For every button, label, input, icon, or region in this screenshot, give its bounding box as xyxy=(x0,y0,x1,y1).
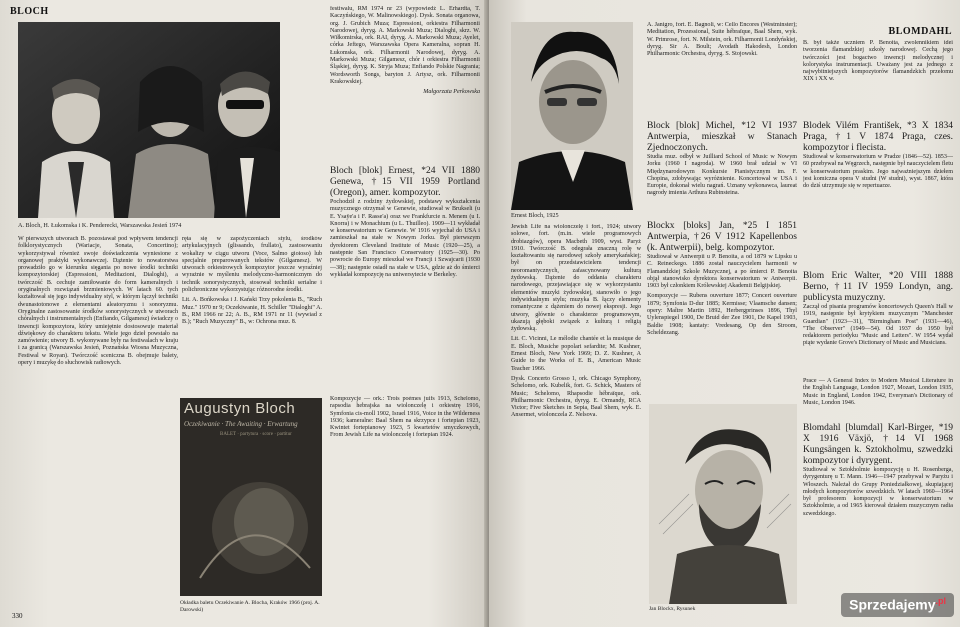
entry-text-eric-blom: Zaczął od pisania programów koncertowych Queen's Hall w 1919, następnie był krytykiem muzycznym "Manchester Guardian" (1923—31), "Birmingham Post" (1931—46), "The Observer" (1949—54). Od 1937 do 1950 był redaktorem periodyku "Music and Letters". W 1954 wydał piąte wydanie Grove's Dictionary of Music and Musicians. xyxy=(803,304,953,347)
watermark-text: Sprzedajemy xyxy=(849,597,936,613)
entry-blodek xyxy=(803,118,953,268)
photo2-caption-right: Jan Blockx, Rysunek xyxy=(649,606,696,612)
prace-text-eric-blom: Prace — A General Index to Modern Musical Literature in the English Language, London 1927, Mozart, London 1935, Music in England, London 1942, Everyman's Dictionary of Music, London 1946. xyxy=(803,378,953,406)
watermark-suffix: .pl xyxy=(935,596,946,607)
left-column-3 xyxy=(330,6,480,161)
entry-head-ernest-bloch: Bloch [blok] Ernest, *24 VII 1880 Genewa, †15 VII 1959 Portland (Oregon), amer. kompozytor. xyxy=(330,166,480,198)
komp-text-ernest-bloch: Kompozycje — ork.: Trois poèmes juifs 1913, Schelomo, rapsodia hebrajska na wiolonczelę i orkiestrę 1916, Symfonia cis-moll 1902, Israel 1916, Voice in the Wilderness 1936; kameralne: Baal Shem na skrzypce i fortepian 1923, Kwintet fortepianowy 1923, 5 kwartetów smyczkowych, From Jewish Life na wiolonczelę i fortepian 1924. xyxy=(330,396,480,439)
photo-ernest-bloch xyxy=(511,22,633,210)
right-col1-paragraph: Jewish Life na wiolonczelę i fort., 1924; utwory solowe, fort. (m.in. wiele programowych drobiazgów), opera Macbeth 1909, wyst. Paryż 1910. Twórczość B. odegrała znaczną rolę w kształtowaniu się narodowej szkoły amerykańskiej; był on przedstawicielem tendencji neoromantycznych, zafascynowany kulturą żydowską. Dążenie do oddania charakteru narodowego, przejawiające się w wykorzystaniu elementów muzyki żydowskiej, stanowiło o jego indywidualnym stylu; muzyka B. łączy elementy romantyczne z dążeniem do nowej ekspresji. Jego utwory, głównie o charakterze programowym, ukazują głęboki związek z kulturą i religią żydowską. xyxy=(511,224,641,333)
running-head-left: BLOCH xyxy=(10,6,49,17)
right-column-2-top xyxy=(647,22,797,117)
right-column-4-top xyxy=(803,40,953,118)
portrait-drawing-blockx xyxy=(649,404,797,604)
right-col1-discography: Dysk. Concerto Grosso 1, ork. Chicago Symphony, Schelomo, ork. Kubelik, fort. G. Schick, Masters of Music; Schelomo, Rhapsodie hébraïque, ork. Philharmonic Orchestra, dyryg. E. Ormandy, RCA Victor; Five Sketches in Sepia, Baal Shem, wyk. E. Ansermet, wiolonczela Z. Nelsova. xyxy=(511,375,641,419)
entry-text-michel-block: Studia muz. odbył w Juilliard School of Music w Nowym Jorku (1960 I nagroda). W 1960 brał udział w VI Międzynarodowym Konkursie Pianistycznym im. F. Chopina, zdobywając wyróżnienie. Koncertował w USA i Europie, dokonał wielu nagrań. Uznany wykonawca, laureat nagrody imienia Arthura Rubinsteina. xyxy=(647,154,797,197)
cover-title: Augustyn Bloch xyxy=(184,400,296,417)
entry-head-blomdahl: Blomdahl [blumdal] Karl-Birger, *19 X 1916 Växjö, †14 VI 1968 Kungsängen k. Sztokholmu, szwedzki kompozytor i dyrygent. xyxy=(803,423,953,466)
right-column-1 xyxy=(511,224,641,618)
right-page xyxy=(489,0,960,627)
entry-text-blomdahl: Studiował w Sztokholmie kompozycję u H. Rosenberga, dyrygenturę u T. Mann. 1946—1947 przebywał w Paryżu i Włoszech. Należał do Grupy Poniedziałkowej, skupiającej młodych kompozytorów szwedzkich. W latach 1960—1964 był profesorem kompozycji w konserwatorium w Sztokholmie, a od 1965 kierował działem muzycznym radia szwedzkiego. xyxy=(803,467,953,517)
entry-head-jan-blockx: Blockx [bloks] Jan, *25 I 1851 Antwerpia, †26 V 1912 Kapellenbos (k. Antwerpii), belg. kompozytor. xyxy=(647,221,797,253)
left-column-2 xyxy=(182,236,322,396)
cover-caption: Okładka baletu Oczekiwanie A. Blocha, Kraków 1966 (proj. A. Darowski) xyxy=(180,600,320,613)
photo-bloch-lukomska-penderecki xyxy=(18,22,280,218)
cover-artwork xyxy=(180,398,322,596)
komp-jan-blockx: Kompozycje — Rubens ouverture 1877; Concert ouverture 1879; Symfonia D-dur 1885; Kermisse; Vlaamsche dansen; opery: Maître Martin 1892, Herbergprinses 1896, Thyl Uylenspiegel 1900, De Bruid der Zee 1901, De Kapel 1903, Baldie 1908; kantaty: Vredesang, Op den Stroom, Scheldezang. xyxy=(647,293,797,336)
entry-blomdahl xyxy=(803,420,953,590)
photo-caption-left: A. Bloch, H. Łukomska i K. Penderecki, Warszawska Jesień 1974 xyxy=(18,222,182,229)
komp-ernest-bloch xyxy=(330,396,480,618)
col3-paragraph: festiwalu, RM 1974 nr 23 (wypowiedź L. Erhardta, T. Kaczyńskiego, W. Malinowskiego). Dysk. Sonata organowa, org. J. Grubich Muza; Espressioni, orkiestra Filharmonii Narodowej, dyryg. A. Markowski Muza; Dialoghi, skrz. W. Wiłkomirska, ork. RAI, dyryg. A. Markowski Muza; Ayelet, córka Jeftego, Warszawska Opera Kameralna, sopran H. Łukomska, ork. Filharmonii Narodowej, dyryg. A. Markowski Muza; Gilgamesz, chór i orkiestra Filharmonii Śląskiej, dyryg. K. Stryja Muza; Enfiando Polskie Nagrania; Wordsworth Songs, baryton J. Artysz, ork. Filharmonii Krakowskiej. xyxy=(330,6,480,85)
entry-head-eric-blom: Blom Eric Walter, *20 VIII 1888 Berno, †11 IV 1959 Londyn, ang. publicysta muzyczny. xyxy=(803,271,953,303)
right-col2-top-text: A. Janigro, fort. E. Bagnoli, w: Cello Encores (Westminster); Meditation, Prozessional, Suite hébraïque, Baal Shem, wyk. W. Primrose, fort. N. Milstein, ork. Filharmonii Londyńskiej, dyryg. Sir A. Boult; Avodath Hakodesh, London Philharmonic Orchestra, dyryg. S. Stojowski. xyxy=(647,22,797,58)
left-column-1 xyxy=(18,236,178,616)
entry-text-jan-blockx: Studiował w Antwerpii u P. Benoita, a od 1879 w Lipsku u C. Reineckego. 1886 został nauczycielem harmonii w Flamandzkiej Szkole Muzycznej, a po śmierci P. Benoita objął stanowisko dyrektora konserwatorium w Antwerpii. 1903 był członkiem Królewskiej Akademii Belgijskiej. xyxy=(647,254,797,290)
entry-head-blodek: Blodek Vilém František, *3 X 1834 Praga, †1 V 1874 Praga, czes. kompozytor i flecista. xyxy=(803,121,953,153)
author-signature: Małgorzata Perkowska xyxy=(423,89,480,96)
right-col4-top-text: B. był także uczniem P. Benoita, zwolennikiem idei tworzenia flamandzkiej szkoły narodowej. Cechą jego twórczości jest bogactwo inwencji melodycznej i kolorystyka instrumentacji. Uważany jest za jednego z najwybitniejszych kompozytorów flamandzkich przełomu XIX i XX w. xyxy=(803,40,953,83)
running-head-right: BLOMDAHL xyxy=(888,26,952,37)
sprzedajemy-watermark xyxy=(841,593,954,617)
right-col1-literature: Lit. C. Vicinni, Le mélodie chantée et la musique de E. Bloch, Musiche popolari sefardite; M. Kushner, Ernest Bloch, New York 1969; D. Z. Kushner, A Guide to the Works of E. B., American Music Teacher 1966. xyxy=(511,336,641,372)
col1-paragraph: W pierwszych utworach B. pozostawał pod wpływem tendencji folklorystycznych (Wariacje, Sonata, Concertino); wykorzystywał również swoje doświadczenia wyniesione z organowej praktyki wykonawczej. Dążenie to nowatorstwa prowadziło go w kierunku sięgania po nowe środki techniki kompozytorskiej (Espressioni, Meditazioni, Dialoghi), a twórczość B. cechuje zamiłowanie do form kameralnych i oryginalnych rozwiązań brzmieniowych. W latach 60. tych kształtował się jego indywidualny styl, w którym łączył techniki dwunastotonowe z elementami aleatoryzmu i sonoryzmu. Oryginalne zastosowanie środków sonorystycznych w utworach chóralnych i instrumentalnych (Enfiando, Gilgamesz) świadczy o inwencji kompozytora, który umiejętnie dostosowuje materiał dźwiękowy do charakteru tekstu. Wiele jego dzieł powstało na zamówienie; utwory B. wykonywane były na festiwalach w kraju i za granicą (Warszawska Jesień, Poznańska Wiosna Muzyczna, Festiwal w Royan). Twórczość sceniczna B. obejmuje balety, opery i muzykę do słuchowisk radiowych. xyxy=(18,236,178,367)
cover-subtitle-2: BALET · partytura · score · partitur xyxy=(220,432,292,437)
portrait-ernest-bloch xyxy=(511,22,633,210)
photo1-caption-right: Ernest Bloch, 1925 xyxy=(511,212,559,219)
group-photo-image xyxy=(18,22,280,218)
col2-paragraph: ręta się w zapożyczeniach stylu, środków artykulacyjnych (glissando, frullato), zastosowaniu wokalizy w ciągu utworu (Voce, Salmo gioioso) lub specjalnie preparowanych tekstów (Gilgamesz). W utworach orkiestrowych kompozytor jeszcze wyraźniej wyrażnie w myśleniu melodyczno-harmonicznym do technik sonorystycznych, stosował techniki serialne i polichroniczne wykorzystując różnorodne środki. xyxy=(182,236,322,294)
entry-text-blodek: Studiował w konserwatorium w Pradze (1846—52). 1853—60 przebywał na Węgrzech, następnie był nauczycielem fletu w konserwatorium praskim. Jego najważniejszym dziełem jest komiczna opera V studni (W studni), wyst. 1867, która do dziś utrzymuje się w repertuarze. xyxy=(803,154,953,190)
col2-literature: Lit. A. Bońkowska i J. Kański Trzy pokolenia B., "Ruch Muz." 1970 nr 9; Oczekiwanie, H. Schiller "Dialoghi" A. B., RM 1966 nr 22; A. B., RM 1971 nr 11 (wywiad z B.); "Ruch Muzyczny" B., w: Ochrona muz. 8. xyxy=(182,297,322,326)
drawing-jan-blockx xyxy=(649,404,797,604)
cover-subtitle: Oczekiwanie · The Awaiting · Erwartung xyxy=(184,420,298,428)
entry-michel-block xyxy=(647,118,797,218)
book-cover-augustyn-bloch xyxy=(180,398,322,596)
entry-ernest-bloch xyxy=(330,163,480,393)
entry-jan-blockx xyxy=(647,218,797,398)
entry-eric-blom xyxy=(803,268,953,378)
page-number-left: 330 xyxy=(12,612,23,620)
prace-eric-blom xyxy=(803,378,953,420)
entry-text-ernest-bloch: Pochodził z rodziny żydowskiej, podstawy wykształcenia muzycznego otrzymał w Genewie, studiował w Brukseli (u E. Ysaÿe'a i F. Rasse'a) oraz we Frankfurcie n. Menem (u I. Knorra) i w Monachium (u L. Thuilleo). 1909—11 wykładał w konserwatorium w Genewie. W 1916 wyjechał do USA i zamieszkał na stałe w Nowym Jorku. Był pierwszym dyrektorem Cleveland Institute of Music (1920—25), a następnie San Francisco Conservatory (1925—30). Po powrocie do Europy mieszkał we Francji i Szwajcarii (1930—38); następnie osiadł na stałe w USA, gdzie aż do śmierci wykładał kompozycję na uniwersytecie w Berkeley. xyxy=(330,199,480,278)
entry-head-michel-block: Block [blok] Michel, *12 VI 1937 Antwerpia, mieszkał w Stanach Zjednoczonych. xyxy=(647,121,797,153)
